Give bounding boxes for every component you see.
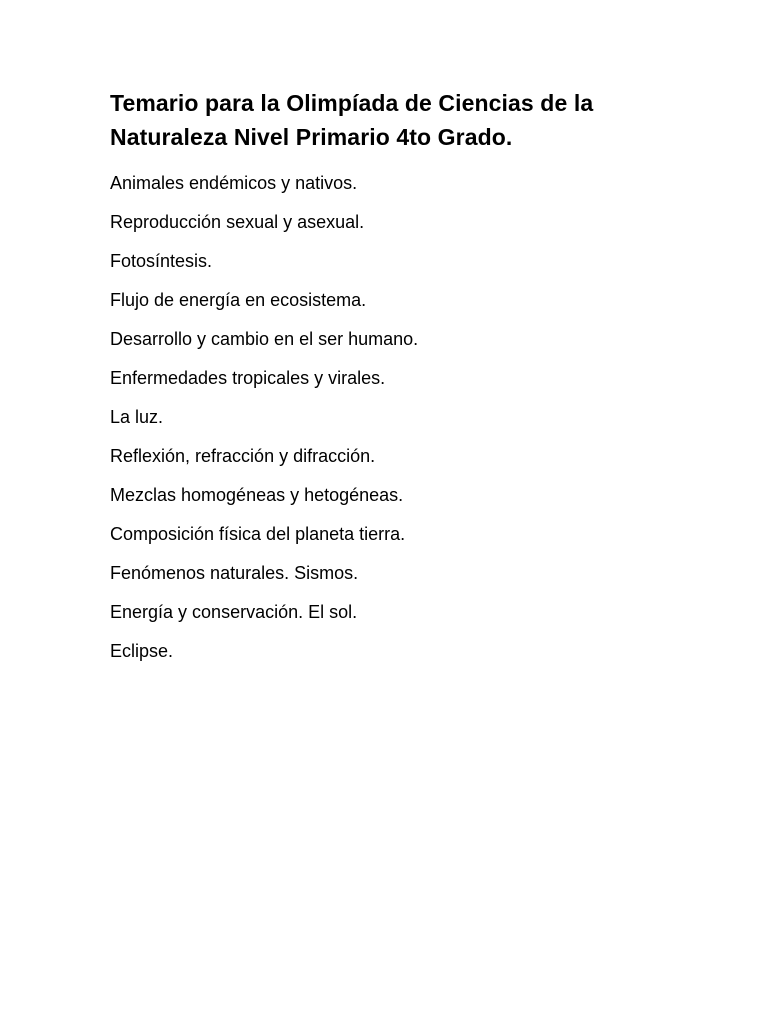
topic-item: Eclipse. (110, 641, 174, 661)
topic-item: Reflexión, refracción y difracción. (110, 446, 376, 466)
topic-item: Desarrollo y cambio en el ser humano. (110, 329, 419, 349)
topic-item: Fotosíntesis. (110, 251, 213, 271)
topic-item: Energía y conservación. El sol. (110, 602, 358, 622)
topic-item: Mezclas homogéneas y hetogéneas. (110, 485, 404, 505)
topic-list (110, 164, 710, 671)
topic-item: Animales endémicos y nativos. (110, 173, 358, 193)
topic-item: Composición física del planeta tierra. (110, 524, 406, 544)
document-title: Temario para la Olimpíada de Ciencias de la Naturaleza Nivel Primario 4to Grado. (110, 90, 594, 150)
topic-item: Flujo de energía en ecosistema. (110, 290, 367, 310)
document-content (110, 86, 710, 671)
topic-item: Reproducción sexual y asexual. (110, 212, 365, 232)
topic-item: Enfermedades tropicales y virales. (110, 368, 386, 388)
topic-item: Fenómenos naturales. Sismos. (110, 563, 359, 583)
topic-item: La luz. (110, 407, 164, 427)
